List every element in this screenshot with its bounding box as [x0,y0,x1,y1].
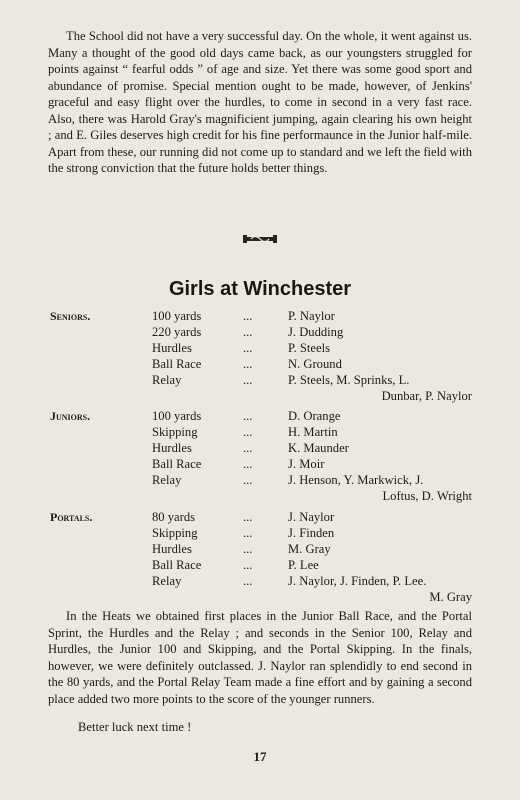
event-name: Relay [152,574,182,588]
dot-leader: ... [243,373,253,387]
group-label: Seniors. [50,309,91,323]
results-row [0,573,520,589]
dot-leader: ... [243,425,253,439]
results-row [0,324,520,340]
group-label: Juniors. [50,409,91,423]
dot-leader: ... [243,325,253,339]
results-row [0,356,520,372]
results-row [0,424,520,440]
winner-name: J. Finden [288,526,335,540]
winner-name-continued: Dunbar, P. Naylor [381,389,472,403]
dot-leader: ... [243,473,253,487]
winner-name: J. Moir [288,457,325,471]
dot-leader: ... [243,558,253,572]
dot-leader: ... [243,341,253,355]
group-label: Portals. [50,510,93,524]
results-paragraph: In the Heats we obtained first places in the Junior Ball Race, and the Portal Sprint, the Hurdles and the Relay ; and seconds in the Senior 100, Relay and Hurdles, the Junior 100 and Skipping, and the Portal Skipping. In the finals, however, we were definitely outclassed. J. Naylor ran splendidly to end second in the 80 yards, and the Portal Relay Team made a fine effort and by gaining a second place added two more points to the score of the younger runners. [48,609,472,706]
results-row [0,440,520,456]
winner-name-continued: M. Gray [429,590,472,604]
results-row [0,472,520,488]
results-row [0,557,520,573]
results-row-continuation [0,388,520,404]
event-name: 100 yards [152,309,202,323]
page-number: 17 [253,749,267,764]
intro-paragraph: The School did not have a very successful day. On the whole, it went against us. Many a thought of the good old days came back, as our youngsters struggled for points against “ fearful odds ” of age and size. Yet there was some good sport and abundance of promise. Special mention ought to be made, however, of Jenkins' graceful and easy flight over the hurdles, to come in second in a very fast race. Also, there was Harold Gray's magnificient jumping, again clearing his own height ; and E. Giles deserves high credit for his fine performaunce in the Junior half-mile. Apart from these, our running did not come up to standard and we left the field with the strong conviction that the future holds better things. [48,29,472,175]
dot-leader: ... [243,526,253,540]
dot-leader: ... [243,409,253,423]
results-row [0,308,520,324]
event-name: Hurdles [152,441,192,455]
event-name: Hurdles [152,341,192,355]
winner-name: P. Steels, M. Sprinks, L. [288,373,410,387]
results-row [0,456,520,472]
dot-leader: ... [243,309,253,323]
results-row [0,408,520,424]
dot-leader: ... [243,542,253,556]
results-row-continuation [0,589,520,605]
dot-leader: ... [243,510,253,524]
winner-name: M. Gray [288,542,331,556]
dot-leader: ... [243,441,253,455]
event-name: Ball Race [152,558,202,572]
event-name: 80 yards [152,510,196,524]
event-name: 100 yards [152,409,202,423]
event-name: Skipping [152,526,198,540]
decorative-divider-icon [243,233,277,245]
event-name: Hurdles [152,542,192,556]
results-row [0,509,520,525]
results-row-continuation [0,488,520,504]
event-name: Relay [152,373,182,387]
winner-name: J. Naylor [288,510,335,524]
winner-name: J. Dudding [288,325,344,339]
winner-name: N. Ground [288,357,342,371]
results-row [0,340,520,356]
dot-leader: ... [243,357,253,371]
dot-leader: ... [243,574,253,588]
dot-leader: ... [243,457,253,471]
winner-name: J. Naylor, J. Finden, P. Lee. [288,574,427,588]
page-title: Girls at Winchester [168,278,352,300]
results-row [0,372,520,388]
results-row [0,541,520,557]
winner-name: J. Henson, Y. Markwick, J. [288,473,424,487]
winner-name: H. Martin [288,425,338,439]
event-name: Relay [152,473,182,487]
results-row [0,525,520,541]
winner-name: P. Naylor [288,309,335,323]
closing-line: Better luck next time ! [78,720,192,734]
winner-name: P. Steels [288,341,330,355]
winner-name-continued: Loftus, D. Wright [382,489,472,503]
winner-name: P. Lee [288,558,319,572]
event-name: Ball Race [152,457,202,471]
winner-name: K. Maunder [288,441,349,455]
event-name: Skipping [152,425,198,439]
event-name: Ball Race [152,357,202,371]
event-name: 220 yards [152,325,202,339]
winner-name: D. Orange [288,409,341,423]
